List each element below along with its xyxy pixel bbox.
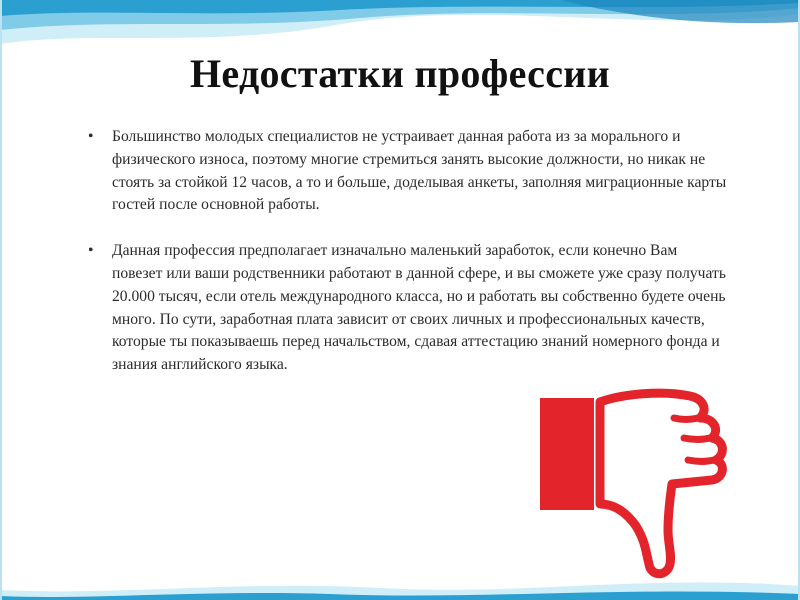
bullet-item xyxy=(88,126,728,217)
bullet-marker: • xyxy=(88,128,94,145)
bullet-text: Данная профессия предполагает изначально маленький заработок, если конечно Вам повезет или ваши родственники работают в данной сфере, и вы сможете уже сразу получать 20.000 тысяч, если отель международного класса, но и работать вы собственно будете очень много. По сути, заработная плата зависит от своих личных и профессиональных качеств, которые ты показываешь перед начальством, сдавая аттестацию знаний номерного фонда и знания английского языка. xyxy=(112,242,726,374)
bullet-item xyxy=(88,240,728,377)
bullet-list xyxy=(88,126,728,400)
thumbs-down-icon xyxy=(522,374,732,584)
bullet-marker: • xyxy=(88,242,94,260)
slide-title: Недостатки профессии xyxy=(190,51,610,96)
bullet-text: Большинство молодых специалистов не устраивает данная работа из за морального и физического износа, поэтому многие стремиться занять высокие должности, но никак не стоять за стойкой 12 часов, а то и больше, доделывая анкеты, заполняя миграционные карты гостей после основной работы. xyxy=(112,128,727,214)
